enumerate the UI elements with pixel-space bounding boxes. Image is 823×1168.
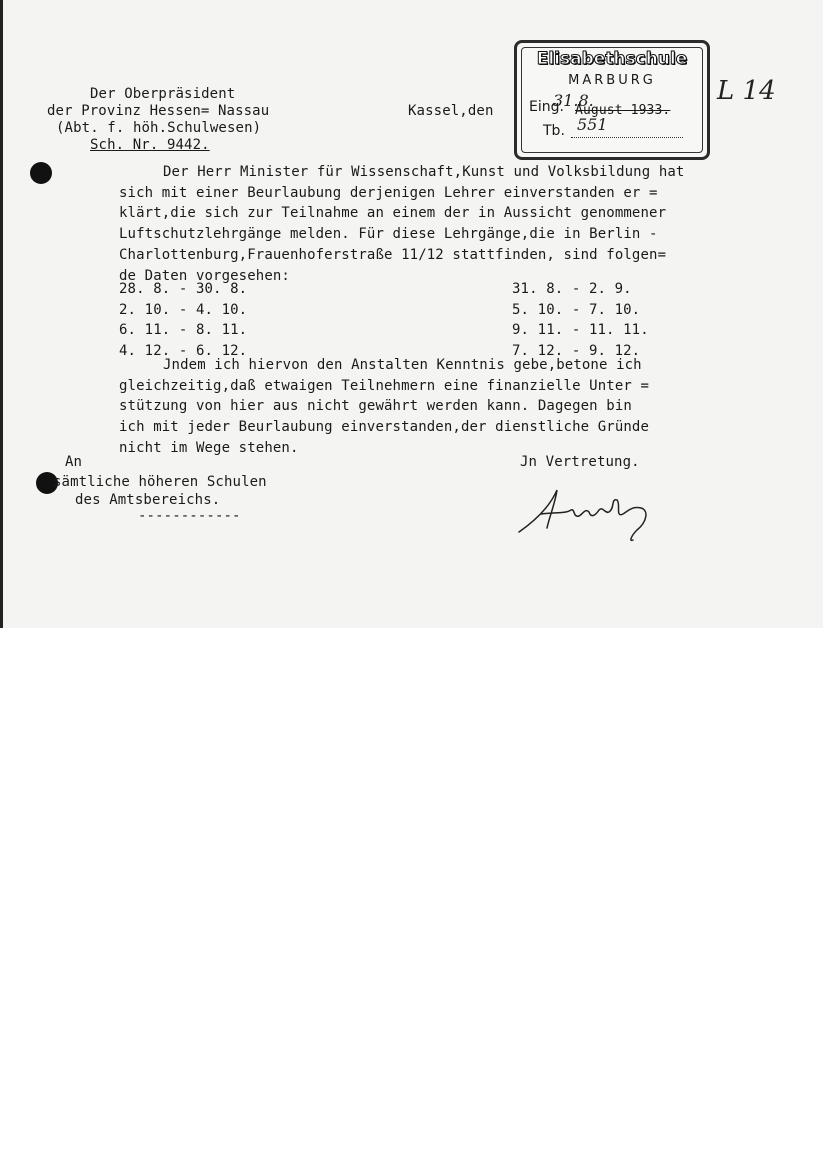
recipient-line-2: sämtliche höheren Schulen (53, 474, 267, 490)
stamp-tb-label: Tb. (543, 123, 565, 139)
date-range-right-2: 5. 10. - 7. 10. (512, 301, 641, 318)
date-range-right-4: 7. 12. - 9. 12. (512, 343, 641, 360)
stamp-tb-value: 551 (577, 115, 608, 134)
body-p2-line-2: gleichzeitig,daß etwaigen Teilnehmern eine finanzielle Unter = (119, 377, 650, 394)
sender-line-3: (Abt. f. höh.Schulwesen) (56, 120, 262, 136)
date-range-right-3: 9. 11. - 11. 11. (512, 322, 649, 339)
margin-handwritten-note: L 14 (717, 76, 776, 106)
body-line-4: Luftschutzlehrgänge melden. Für diese Lehrgänge,die in Berlin - (119, 226, 658, 243)
body-line-2: sich mit einer Beurlaubung derjenigen Lehrer einverstanden er = (119, 184, 658, 201)
stamp-city: MARBURG (568, 73, 656, 88)
stamp-school-name: Elisabethschule (536, 49, 688, 69)
body-line-6: de Daten vorgesehen: (119, 267, 290, 284)
sender-line-2: der Provinz Hessen= Nassau (47, 103, 270, 119)
recipient-rule: ------------ (138, 508, 241, 524)
body-p2-line-5: nicht im Wege stehen. (119, 439, 299, 456)
date-range-left-4: 4. 12. - 6. 12. (119, 343, 248, 360)
sender-line-1: Der Oberpräsident (90, 86, 236, 102)
date-range-left-2: 2. 10. - 4. 10. (119, 301, 248, 318)
received-stamp (514, 40, 710, 160)
stamp-tb-dotted-line (571, 137, 683, 138)
stamp-eing-label: Eing. (529, 99, 564, 115)
body-p2-line-4: ich mit jeder Beurlaubung einverstanden,der dienstliche Gründe (119, 419, 650, 436)
stamp-eing-value: 31.8. (553, 91, 594, 110)
recipient-line-3: des Amtsbereichs. (75, 492, 221, 508)
struck-date: August 1933. (575, 103, 671, 118)
place-label: Kassel,den (408, 103, 494, 119)
body-p2-line-3: stützung von hier aus nicht gewährt werden kann. Dagegen bin (119, 398, 632, 415)
date-range-left-1: 28. 8. - 30. 8. (119, 281, 248, 297)
reference-number: Sch. Nr. 9442. (90, 137, 210, 153)
body-p2-line-1: Jndem ich hiervon den Anstalten Kenntnis gebe,betone ich (163, 357, 642, 373)
body-line-5: Charlottenburg,Frauenhoferstraße 11/12 stattfinden, sind folgen= (119, 246, 667, 263)
body-line-1: Der Herr Minister für Wissenschaft,Kunst und Volksbildung hat (163, 164, 685, 180)
recipient-an: An (65, 454, 83, 470)
date-range-right-1: 31. 8. - 2. 9. (512, 281, 632, 297)
body-line-3: klärt,die sich zur Teilnahme an einem der in Aussicht genommener (119, 205, 667, 222)
handwritten-signature (511, 478, 671, 548)
punch-hole-top (30, 162, 52, 184)
date-range-left-3: 6. 11. - 8. 11. (119, 322, 248, 339)
closing-in-vertretung: Jn Vertretung. (520, 454, 640, 470)
